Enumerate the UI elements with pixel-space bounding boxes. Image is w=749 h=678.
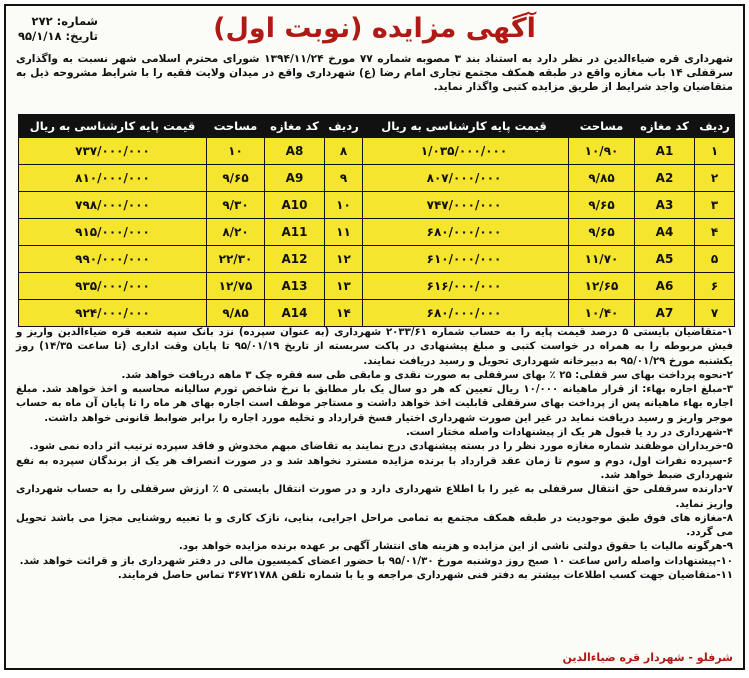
cell-price: ۶۱۶/۰۰۰/۰۰۰ [360,273,569,300]
condition-item: ۴-شهرداری در رد یا قبول هر یک از پیشنهادات واصله مختار است. [405,427,733,439]
condition-item: ۸-مغازه های فوق طبق موجودیت در طبقه همکف مجتمع به تمامی مراحل اجرایی، بنایی، نازک کاری و با تعبیه روشنایی مجزا می باشد تحویل می گردد. [16,512,733,539]
cell-price: ۷۹۸/۰۰۰/۰۰۰ [19,192,207,219]
cell-row-number: ۱۳ [325,273,363,300]
cell-price: ۸۰۷/۰۰۰/۰۰۰ [360,165,569,192]
cell-row-number: ۱۴ [325,300,363,327]
notice-header [12,10,737,50]
cell-row-number: ۱ [695,138,735,165]
cell-price: ۷۳۷/۰۰۰/۰۰۰ [19,138,207,165]
table-row [19,300,363,327]
table-row [19,192,363,219]
table-row [19,273,363,300]
table-row [360,165,735,192]
table-row [19,246,363,273]
cell-area: ۲۲/۳۰ [207,246,265,273]
cell-area: ۱۰ [207,138,265,165]
cell-row-number: ۱۰ [325,192,363,219]
table-row [360,138,735,165]
notice-number: شماره: ۲۷۲ [31,14,98,28]
table-row [360,300,735,327]
table-header-row [360,115,735,138]
cell-shop-code: A9 [265,165,325,192]
cell-area: ۹/۶۵ [569,219,635,246]
cell-row-number: ۱۱ [325,219,363,246]
cell-row-number: ۸ [325,138,363,165]
cell-area: ۹/۸۵ [207,300,265,327]
table-row [360,246,735,273]
header-row-number: ردیف [695,115,735,138]
cell-area: ۱۰/۹۰ [569,138,635,165]
signature-line: شرفلو - شهردار قره ضیاءالدین [562,651,733,664]
condition-item: ۳-مبلغ اجاره بهاء: از قرار ماهیانه ۱۰/۰۰۰ ریال تعیین که هر دو سال یک بار مطابق با نرخ شاخص تورم سالیانه محاسبه و اخذ خواهد شد. مبلغ اجاره بهاء ماهیانه پس از پرداخت بهای سرقفلی قابلیت اخذ خواهد داشت و مستاجر موظف است اجاره بهای هر ماه را تا پایان آن ماه به حساب موجر واریز و رسید دریافت نماید در غیر این صورت شهرداری اختیار فسخ قرارداد و تخلیه مورد اجاره را برابر ضوابط قانونی خواهد داشت. [16,384,733,424]
header-row-number: ردیف [325,115,363,138]
cell-row-number: ۱۲ [325,246,363,273]
cell-area: ۹/۶۵ [569,192,635,219]
cell-shop-code: A8 [265,138,325,165]
cell-area: ۱۱/۷۰ [569,246,635,273]
cell-price: ۸۱۰/۰۰۰/۰۰۰ [19,165,207,192]
condition-item: ۶-سپرده نفرات اول، دوم و سوم تا زمان عقد قرارداد با برنده مزایده مسترد نخواهد شد و در صورت انصراف هر یک از برندگان سپرده به نفع شهرداری ضبط خواهد شد. [16,455,733,481]
cell-price: ۱/۰۳۵/۰۰۰/۰۰۰ [360,138,569,165]
notice-meta [18,14,98,44]
cell-shop-code: A2 [635,165,695,192]
cell-shop-code: A6 [635,273,695,300]
condition-item: ۱-متقاضیان بایستی ۵ درصد قیمت پایه را به حساب شماره ۲۰۳۳/۶۱ شهرداری (به عنوان سپرده) نزد بانک سپه شعبه قره ضیاءالدین واریز و فیش مربوطه را به همراه در خواست کتبی و مبلغ پیشنهادی در پاکت سربسته از تاریخ ۹۵/۰۱/۱۹ تا پایان وقت اداری (تا ساعت ۱۴/۳۵) روز یکشنبه مورخ ۹۵/۰۱/۲۹ به دبیرخانه شهرداری تحویل و رسید دریافت نمایند. [16,327,734,367]
shop-table-right [359,114,735,327]
cell-price: ۹۹۰/۰۰۰/۰۰۰ [19,246,207,273]
table-row [19,165,363,192]
notice-title: آگهی مزایده (نوبت اول) [213,13,536,44]
header-area: مساحت [569,115,635,138]
cell-shop-code: A5 [635,246,695,273]
header-area: مساحت [207,115,265,138]
cell-row-number: ۶ [695,273,735,300]
cell-shop-code: A12 [265,246,325,273]
cell-shop-code: A3 [635,192,695,219]
cell-area: ۹/۸۵ [569,165,635,192]
table-header-row [19,115,363,138]
condition-item: ۷-دارنده سرقفلی حق انتقال سرقفلی به غیر را با اطلاع شهرداری دارد و در صورت انتقال بایستی ۵ ٪ ارزش سرقفلی را به حساب شهرداری واریز نماید. [16,484,733,510]
cell-area: ۸/۲۰ [207,219,265,246]
condition-item: ۱۰-پیشنهادات واصله راس ساعت ۱۰ صبح روز دوشنبه مورخ ۹۵/۰۱/۳۰ با حضور اعضای کمیسیون مالی در دفتر شهرداری باز و قرائت خواهد شد. [19,555,733,567]
condition-item: ۵-خریداران موظفند شماره مغازه مورد نظر را در بسته پیشنهادی درج نمایند به تقاضای مبهم مخدوش و فاقد سپرده ترتیب اثر داده نمی شود. [29,441,733,453]
cell-price: ۶۱۰/۰۰۰/۰۰۰ [360,246,569,273]
cell-row-number: ۷ [695,300,735,327]
cell-price: ۶۸۰/۰۰۰/۰۰۰ [360,219,569,246]
cell-row-number: ۲ [695,165,735,192]
cell-area: ۹/۶۵ [207,165,265,192]
cell-shop-code: A10 [265,192,325,219]
cell-area: ۱۲/۶۵ [569,273,635,300]
table-row [19,219,363,246]
cell-row-number: ۹ [325,165,363,192]
header-price: قیمت پایه کارشناسی به ریال [19,115,207,138]
table-row [360,273,735,300]
cell-shop-code: A11 [265,219,325,246]
cell-area: ۱۰/۴۰ [569,300,635,327]
cell-shop-code: A1 [635,138,695,165]
cell-row-number: ۳ [695,192,735,219]
cell-price: ۹۳۵/۰۰۰/۰۰۰ [19,273,207,300]
header-price: قیمت پایه کارشناسی به ریال [360,115,569,138]
cell-area: ۹/۳۰ [207,192,265,219]
table-row [19,138,363,165]
auction-notice [4,4,745,670]
condition-item: ۱۱-متقاضیان جهت کسب اطلاعات بیشتر به دفتر فنی شهرداری مراجعه و یا با شماره تلفن ۳۶۷۲۱۷۸۸ تماس حاصل فرمایند. [117,570,733,582]
cell-shop-code: A7 [635,300,695,327]
cell-area: ۱۲/۷۵ [207,273,265,300]
shop-tables [18,114,735,322]
table-row [360,219,735,246]
cell-price: ۶۸۰/۰۰۰/۰۰۰ [360,300,569,327]
shop-table-left [18,114,363,327]
conditions-list [16,326,733,583]
cell-shop-code: A13 [265,273,325,300]
cell-price: ۹۱۵/۰۰۰/۰۰۰ [19,219,207,246]
condition-item: ۹-هرگونه مالیات یا حقوق دولتی ناشی از این مزایده و هزینه های انتشار آگهی بر عهده برنده مزایده خواهد بود. [178,541,733,553]
cell-shop-code: A4 [635,219,695,246]
table-row [360,192,735,219]
cell-shop-code: A14 [265,300,325,327]
intro-paragraph: شهرداری قره ضیاءالدین در نظر دارد به استناد بند ۳ مصوبه شماره ۷۷ مورخ ۱۳۹۴/۱۱/۲۴ شورای محترم اسلامی شهر نسبت به واگذاری سرقفلی ۱۴ باب مغازه واقع در طبقه همکف مجتمع تجاری امام رضا (ع) شهرداری واقع در میدان ولایت فقیه را با شرایط مشروحه ذیل به متقاضیان واجد شرایط از طریق مزایده کتبی واگذار نماید. [16,53,733,93]
cell-row-number: ۵ [695,246,735,273]
notice-date: تاریخ: ۹۵/۱/۱۸ [18,29,98,43]
cell-row-number: ۴ [695,219,735,246]
cell-price: ۹۲۴/۰۰۰/۰۰۰ [19,300,207,327]
header-shop-code: کد مغازه [635,115,695,138]
header-shop-code: کد مغازه [265,115,325,138]
cell-price: ۷۴۷/۰۰۰/۰۰۰ [360,192,569,219]
condition-item: ۲-نحوه پرداخت بهای سر قفلی: ۲۵ ٪ بهای سرقفلی به صورت نقدی و مابقی طی سه فقره چک ۳ ماهه دریافت خواهد شد. [121,369,733,381]
